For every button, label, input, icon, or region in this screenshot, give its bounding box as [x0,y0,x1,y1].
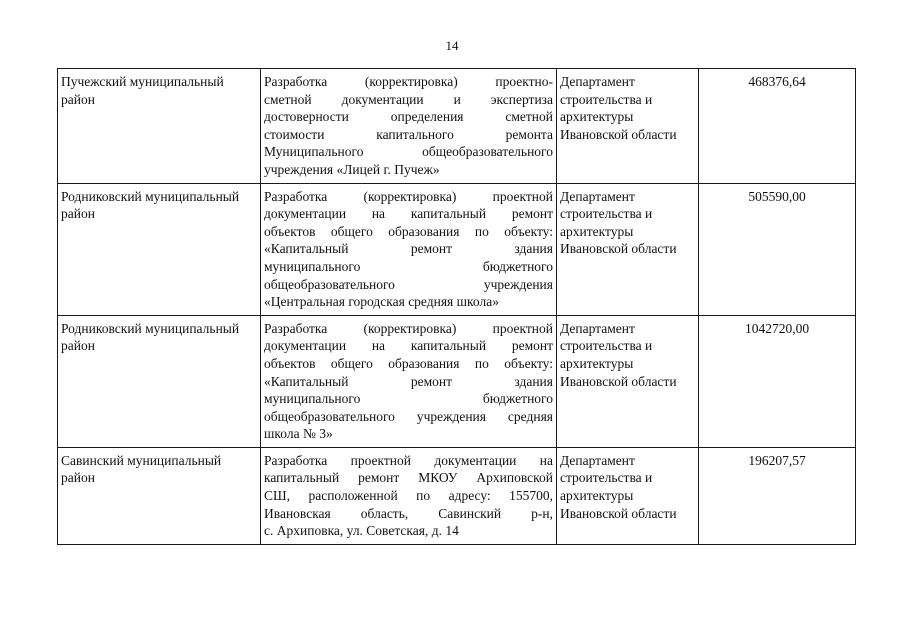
work-description-line: «Центральная городская средняя школа» [264,294,499,310]
amount-cell: 1042720,00 [699,315,856,447]
work-description-line: Муниципального общеобразовательного [264,144,553,160]
work-description-line: Ивановская область, Савинский р-н, [264,505,553,521]
amount-cell: 505590,00 [699,183,856,315]
work-description-line: Разработка (корректировка) проектно- [264,74,553,89]
work-description-line: Разработка проектной документации на [264,452,553,468]
work-description-line: «Капитальный ремонт здания [264,373,553,389]
work-description-line: Разработка (корректировка) проектной [264,320,553,336]
work-description-line: «Капитальный ремонт здания [264,241,553,257]
department-cell: Департамент строительства и архитектуры Ивановской области [557,315,699,447]
work-description-line: документации на капитальный ремонт [264,338,553,354]
table-row [58,315,856,447]
district-cell: Родниковский муниципальный район [58,315,261,447]
work-description-line: учреждения «Лицей г. Пучеж» [264,161,440,177]
work-description-line: объектов общего образования по объекту: [264,223,553,239]
department-cell: Департамент строительства и архитектуры Ивановской области [557,183,699,315]
work-description-cell [261,69,557,184]
district-cell: Савинский муниципальный район [58,447,261,544]
work-description-line: объектов общего образования по объекту: [264,355,553,371]
work-description-line: муниципального бюджетного [264,391,553,407]
district-cell: Родниковский муниципальный район [58,183,261,315]
table-row [58,183,856,315]
page-number: 14 [445,38,459,53]
work-description-line: капитальный ремонт МКОУ Архиповской [264,470,553,486]
table-row [58,447,856,544]
department-cell: Департамент строительства и архитектуры Ивановской области [557,69,699,184]
work-description-line: муниципального бюджетного [264,258,553,274]
work-description-line: стоимости капитального ремонта [264,126,553,142]
table-body [58,69,856,545]
department-cell: Департамент строительства и архитектуры Ивановской области [557,447,699,544]
amount-cell: 196207,57 [699,447,856,544]
district-cell: Пучежский муниципальный район [58,69,261,184]
work-description-line: достоверности определения сметной [264,109,553,125]
work-description-line: СШ, расположенной по адресу: 155700, [264,488,553,504]
work-description-line: общеобразовательного учреждения средняя [264,408,553,424]
work-description-line: документации на капитальный ремонт [264,206,553,222]
funding-table [57,68,856,545]
work-description-line: с. Архиповка, ул. Советская, д. 14 [264,523,459,539]
amount-cell: 468376,64 [699,69,856,184]
table-row [58,69,856,184]
work-description-cell [261,447,557,544]
work-description-line: сметной документации и экспертиза [264,91,553,107]
work-description-cell [261,315,557,447]
work-description-line: Разработка (корректировка) проектной [264,188,553,204]
work-description-line: школа № 3» [264,426,333,442]
work-description-line: общеобразовательного учреждения [264,276,553,292]
work-description-cell [261,183,557,315]
